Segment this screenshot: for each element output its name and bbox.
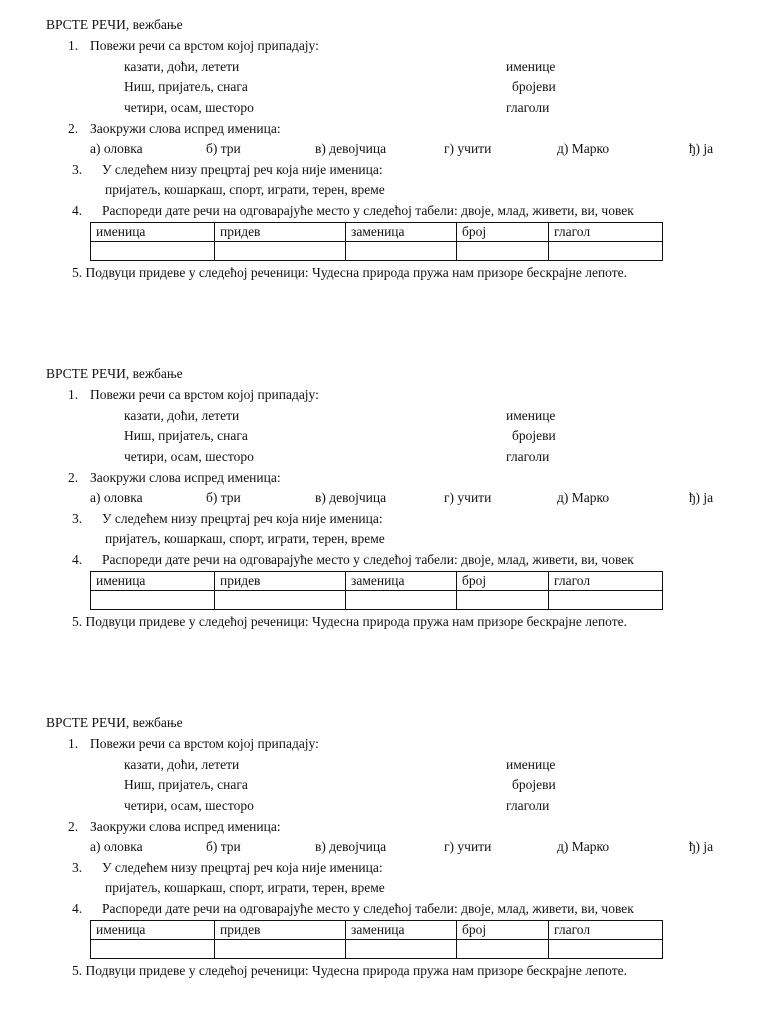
q1-left-item: четири, осам, шесторо [124,100,254,115]
q4-text: Распореди дате речи на одговарајуће место у следећој табели: двоје, млад, живети, ви, човек [102,901,634,916]
q3-text: У следећем низу прецртај реч која није именица: [102,860,383,875]
q2-option: г) учити [444,839,492,854]
q5-text: 5. Подвуци придеве у следећој реченици: Чудесна природа пружа нам призоре бескрајне лепоте. [72,265,628,280]
q2-option: в) девојчица [315,141,387,156]
q3-text: У следећем низу прецртај реч која није именица: [102,162,383,177]
q4-number: 4. [72,901,83,916]
q1-left-item: Ниш, пријатељ, снага [124,428,248,443]
q5-text: 5. Подвуци придеве у следећој реченици: Чудесна природа пружа нам призоре бескрајне лепоте. [72,614,628,629]
worksheet-title: ВРСТЕ РЕЧИ, вежбање [46,17,183,32]
q1-right-item: глаголи [506,798,550,813]
q1-left-item: Ниш, пријатељ, снага [124,777,248,792]
q4-table-header-cell: глагол [549,921,663,940]
q1-number: 1. [68,736,79,751]
worksheet-copy-1 [0,18,768,318]
q4-table-answer-cell[interactable] [215,242,346,261]
worksheet-title: ВРСТЕ РЕЧИ, вежбање [46,366,183,381]
q4-table-header-cell: придев [215,223,346,242]
q4-table-header-cell: именица [91,223,215,242]
q1-left-item: казати, доћи, летети [124,59,240,74]
q4-table-answer-cell[interactable] [346,591,457,610]
q4-table-answer-cell[interactable] [457,591,549,610]
q4-table-answer-cell[interactable] [457,242,549,261]
q4-table [90,222,663,261]
q4-table-header-cell: глагол [549,572,663,591]
q2-option: д) Марко [557,141,610,156]
q2-option: б) три [206,839,241,854]
q4-table-header-cell: број [457,223,549,242]
q4-table-answer-cell[interactable] [215,940,346,959]
q1-text: Повежи речи са врстом којој припадају: [90,387,319,402]
q4-table-answer-cell[interactable] [346,242,457,261]
q1-right-item: бројеви [512,428,556,443]
q4-table-header-cell: заменица [346,223,457,242]
q2-option: б) три [206,490,241,505]
q4-table-answer-cell[interactable] [215,591,346,610]
q4-table-header-cell: број [457,921,549,940]
q4-table-header-cell: именица [91,572,215,591]
q2-option: г) учити [444,141,492,156]
q4-number: 4. [72,203,83,218]
q3-words: пријатељ, кошаркаш, спорт, играти, терен, време [105,880,385,895]
q1-text: Повежи речи са врстом којој припадају: [90,38,319,53]
q4-table-header-cell: заменица [346,921,457,940]
q4-table-header-cell: придев [215,921,346,940]
q4-table-header-cell: заменица [346,572,457,591]
q1-text: Повежи речи са врстом којој припадају: [90,736,319,751]
q2-option: ђ) ја [689,490,714,505]
worksheet-title: ВРСТЕ РЕЧИ, вежбање [46,715,183,730]
q2-text: Заокружи слова испред именица: [90,121,281,136]
q4-table-answer-cell[interactable] [549,940,663,959]
q1-right-item: бројеви [512,777,556,792]
q1-right-item: бројеви [512,79,556,94]
q2-option: в) девојчица [315,839,387,854]
q3-number: 3. [72,511,83,526]
q4-table-answer-cell[interactable] [91,242,215,261]
q1-left-item: Ниш, пријатељ, снага [124,79,248,94]
q4-text: Распореди дате речи на одговарајуће место у следећој табели: двоје, млад, живети, ви, човек [102,203,634,218]
q4-table-answer-cell[interactable] [549,591,663,610]
q3-words: пријатељ, кошаркаш, спорт, играти, терен, време [105,531,385,546]
q3-number: 3. [72,860,83,875]
q2-text: Заокружи слова испред именица: [90,819,281,834]
q4-table-header-cell: именица [91,921,215,940]
q1-left-item: четири, осам, шесторо [124,798,254,813]
q5-text: 5. Подвуци придеве у следећој реченици: Чудесна природа пружа нам призоре бескрајне лепоте. [72,963,628,978]
q4-table-answer-cell[interactable] [91,591,215,610]
q2-number: 2. [68,819,79,834]
q3-text: У следећем низу прецртај реч која није именица: [102,511,383,526]
q1-left-item: четири, осам, шесторо [124,449,254,464]
q1-number: 1. [68,38,79,53]
q2-option: а) оловка [90,141,143,156]
q3-number: 3. [72,162,83,177]
q4-table-header-cell: глагол [549,223,663,242]
q1-left-item: казати, доћи, летети [124,757,240,772]
q4-table-header-cell: број [457,572,549,591]
q4-table-answer-cell[interactable] [457,940,549,959]
q2-option: в) девојчица [315,490,387,505]
q4-table-header-row [91,921,663,940]
q2-option: ђ) ја [689,839,714,854]
q2-option: б) три [206,141,241,156]
q4-table-answer-row [91,242,663,261]
q2-option: ђ) ја [689,141,714,156]
q4-text: Распореди дате речи на одговарајуће место у следећој табели: двоје, млад, живети, ви, човек [102,552,634,567]
q4-table-answer-row [91,940,663,959]
q2-option: а) оловка [90,490,143,505]
q4-table-header-cell: придев [215,572,346,591]
worksheet-copy-2 [0,367,768,667]
q4-table-header-row [91,572,663,591]
q1-right-item: именице [506,408,556,423]
q2-number: 2. [68,470,79,485]
q1-right-item: глаголи [506,100,550,115]
q2-option: а) оловка [90,839,143,854]
q4-number: 4. [72,552,83,567]
q3-words: пријатељ, кошаркаш, спорт, играти, терен, време [105,182,385,197]
q4-table-answer-cell[interactable] [549,242,663,261]
q2-number: 2. [68,121,79,136]
q4-table [90,920,663,959]
q4-table-answer-cell[interactable] [91,940,215,959]
q2-option: д) Марко [557,490,610,505]
q1-left-item: казати, доћи, летети [124,408,240,423]
q4-table-header-row [91,223,663,242]
q1-number: 1. [68,387,79,402]
q1-right-item: именице [506,757,556,772]
q2-text: Заокружи слова испред именица: [90,470,281,485]
worksheet-copy-3 [0,716,768,1016]
q2-option: г) учити [444,490,492,505]
q4-table-answer-row [91,591,663,610]
q2-option: д) Марко [557,839,610,854]
q4-table-answer-cell[interactable] [346,940,457,959]
q1-right-item: глаголи [506,449,550,464]
q4-table [90,571,663,610]
q1-right-item: именице [506,59,556,74]
